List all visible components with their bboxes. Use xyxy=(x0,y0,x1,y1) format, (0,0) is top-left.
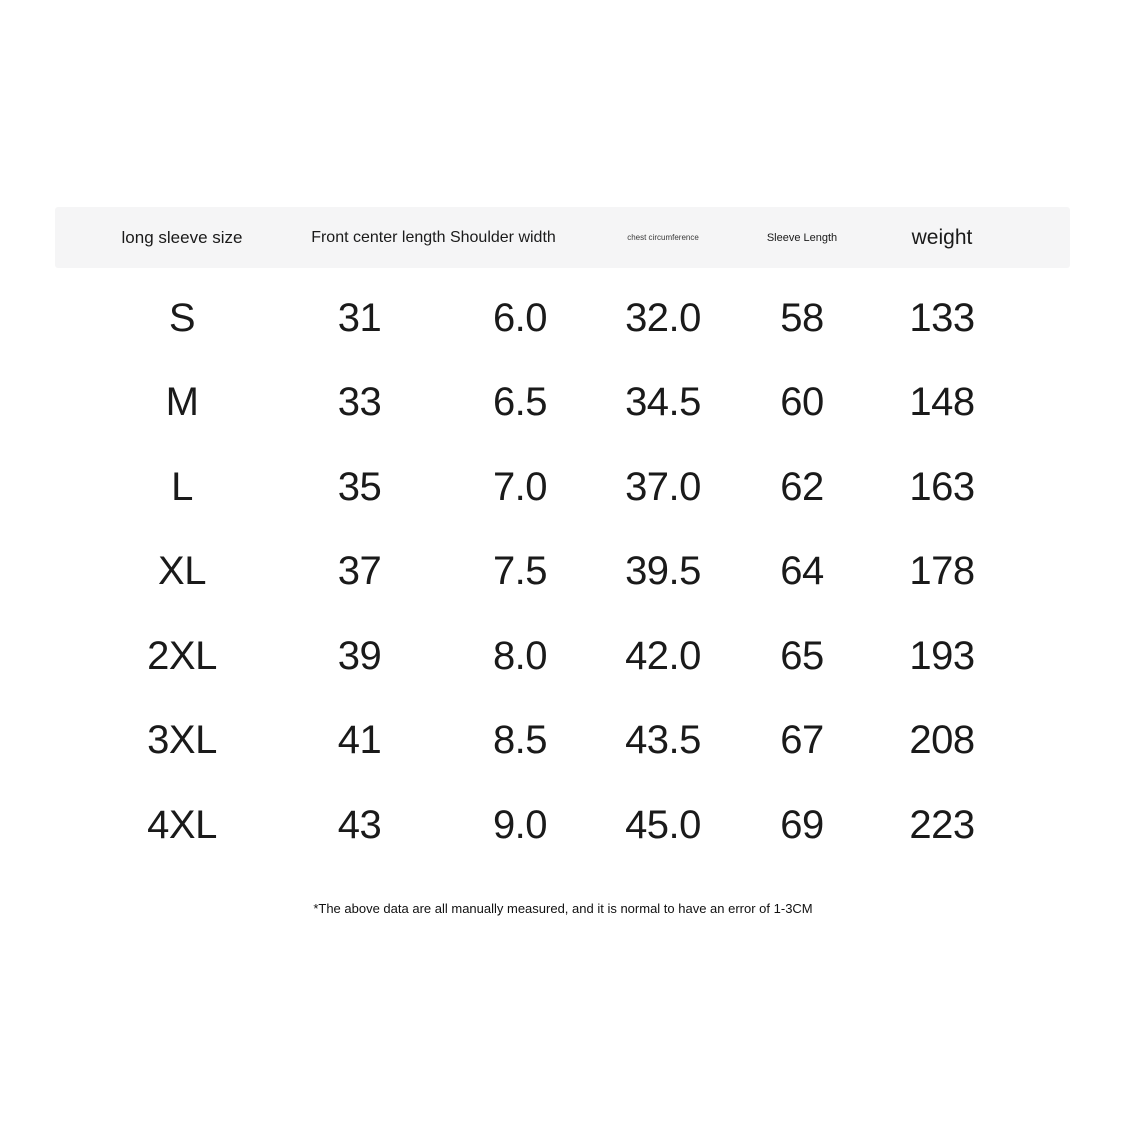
table-header-row xyxy=(55,207,1070,268)
table-row xyxy=(55,699,1070,784)
table-body xyxy=(55,268,1070,868)
value-cell: 39 xyxy=(337,633,382,678)
size-cell: 2XL xyxy=(147,633,217,678)
size-cell: XL xyxy=(158,549,206,594)
value-cell: 163 xyxy=(909,464,975,509)
value-cell: 32.0 xyxy=(625,295,701,340)
table-row xyxy=(55,530,1070,615)
value-cell: 39.5 xyxy=(625,549,701,594)
value-cell: 37 xyxy=(337,549,382,594)
value-cell: 223 xyxy=(909,802,975,847)
value-cell: 9.0 xyxy=(492,802,548,847)
header-weight: weight xyxy=(911,225,973,249)
value-cell: 34.5 xyxy=(625,380,701,425)
value-cell: 178 xyxy=(909,549,975,594)
header-sleeve-length: Sleeve Length xyxy=(766,231,838,244)
value-cell: 45.0 xyxy=(625,802,701,847)
size-cell: M xyxy=(165,380,199,425)
value-cell: 7.0 xyxy=(492,464,548,509)
size-cell: 4XL xyxy=(147,802,217,847)
size-chart-table xyxy=(55,207,1070,868)
header-size-column: long sleeve size xyxy=(121,227,243,247)
value-cell: 208 xyxy=(909,718,975,763)
size-cell: 3XL xyxy=(147,718,217,763)
header-chest-circumference: chest circumference xyxy=(627,233,699,242)
value-cell: 43.5 xyxy=(625,718,701,763)
value-cell: 41 xyxy=(337,718,382,763)
value-cell: 35 xyxy=(337,464,382,509)
value-cell: 6.5 xyxy=(492,380,548,425)
value-cell: 8.5 xyxy=(492,718,548,763)
value-cell: 33 xyxy=(337,380,382,425)
value-cell: 67 xyxy=(780,718,824,763)
table-row xyxy=(55,783,1070,868)
value-cell: 193 xyxy=(909,633,975,678)
table-row xyxy=(55,361,1070,446)
size-cell: L xyxy=(171,464,193,509)
table-row xyxy=(55,445,1070,530)
value-cell: 60 xyxy=(780,380,824,425)
header-front-center-length-shoulder-width: Front center length Shoulder width xyxy=(311,228,556,246)
value-cell: 58 xyxy=(780,295,824,340)
table-row xyxy=(55,614,1070,699)
value-cell: 42.0 xyxy=(625,633,701,678)
value-cell: 37.0 xyxy=(625,464,701,509)
value-cell: 133 xyxy=(909,295,975,340)
value-cell: 6.0 xyxy=(492,295,548,340)
value-cell: 69 xyxy=(780,802,824,847)
measurement-disclaimer: *The above data are all manually measured, and it is normal to have an error of 1-3CM xyxy=(313,901,813,916)
value-cell: 31 xyxy=(337,295,382,340)
value-cell: 8.0 xyxy=(492,633,548,678)
value-cell: 65 xyxy=(780,633,824,678)
value-cell: 43 xyxy=(337,802,382,847)
value-cell: 62 xyxy=(780,464,824,509)
table-row xyxy=(55,276,1070,361)
value-cell: 64 xyxy=(780,549,824,594)
size-cell: S xyxy=(168,295,196,340)
value-cell: 7.5 xyxy=(492,549,548,594)
value-cell: 148 xyxy=(909,380,975,425)
